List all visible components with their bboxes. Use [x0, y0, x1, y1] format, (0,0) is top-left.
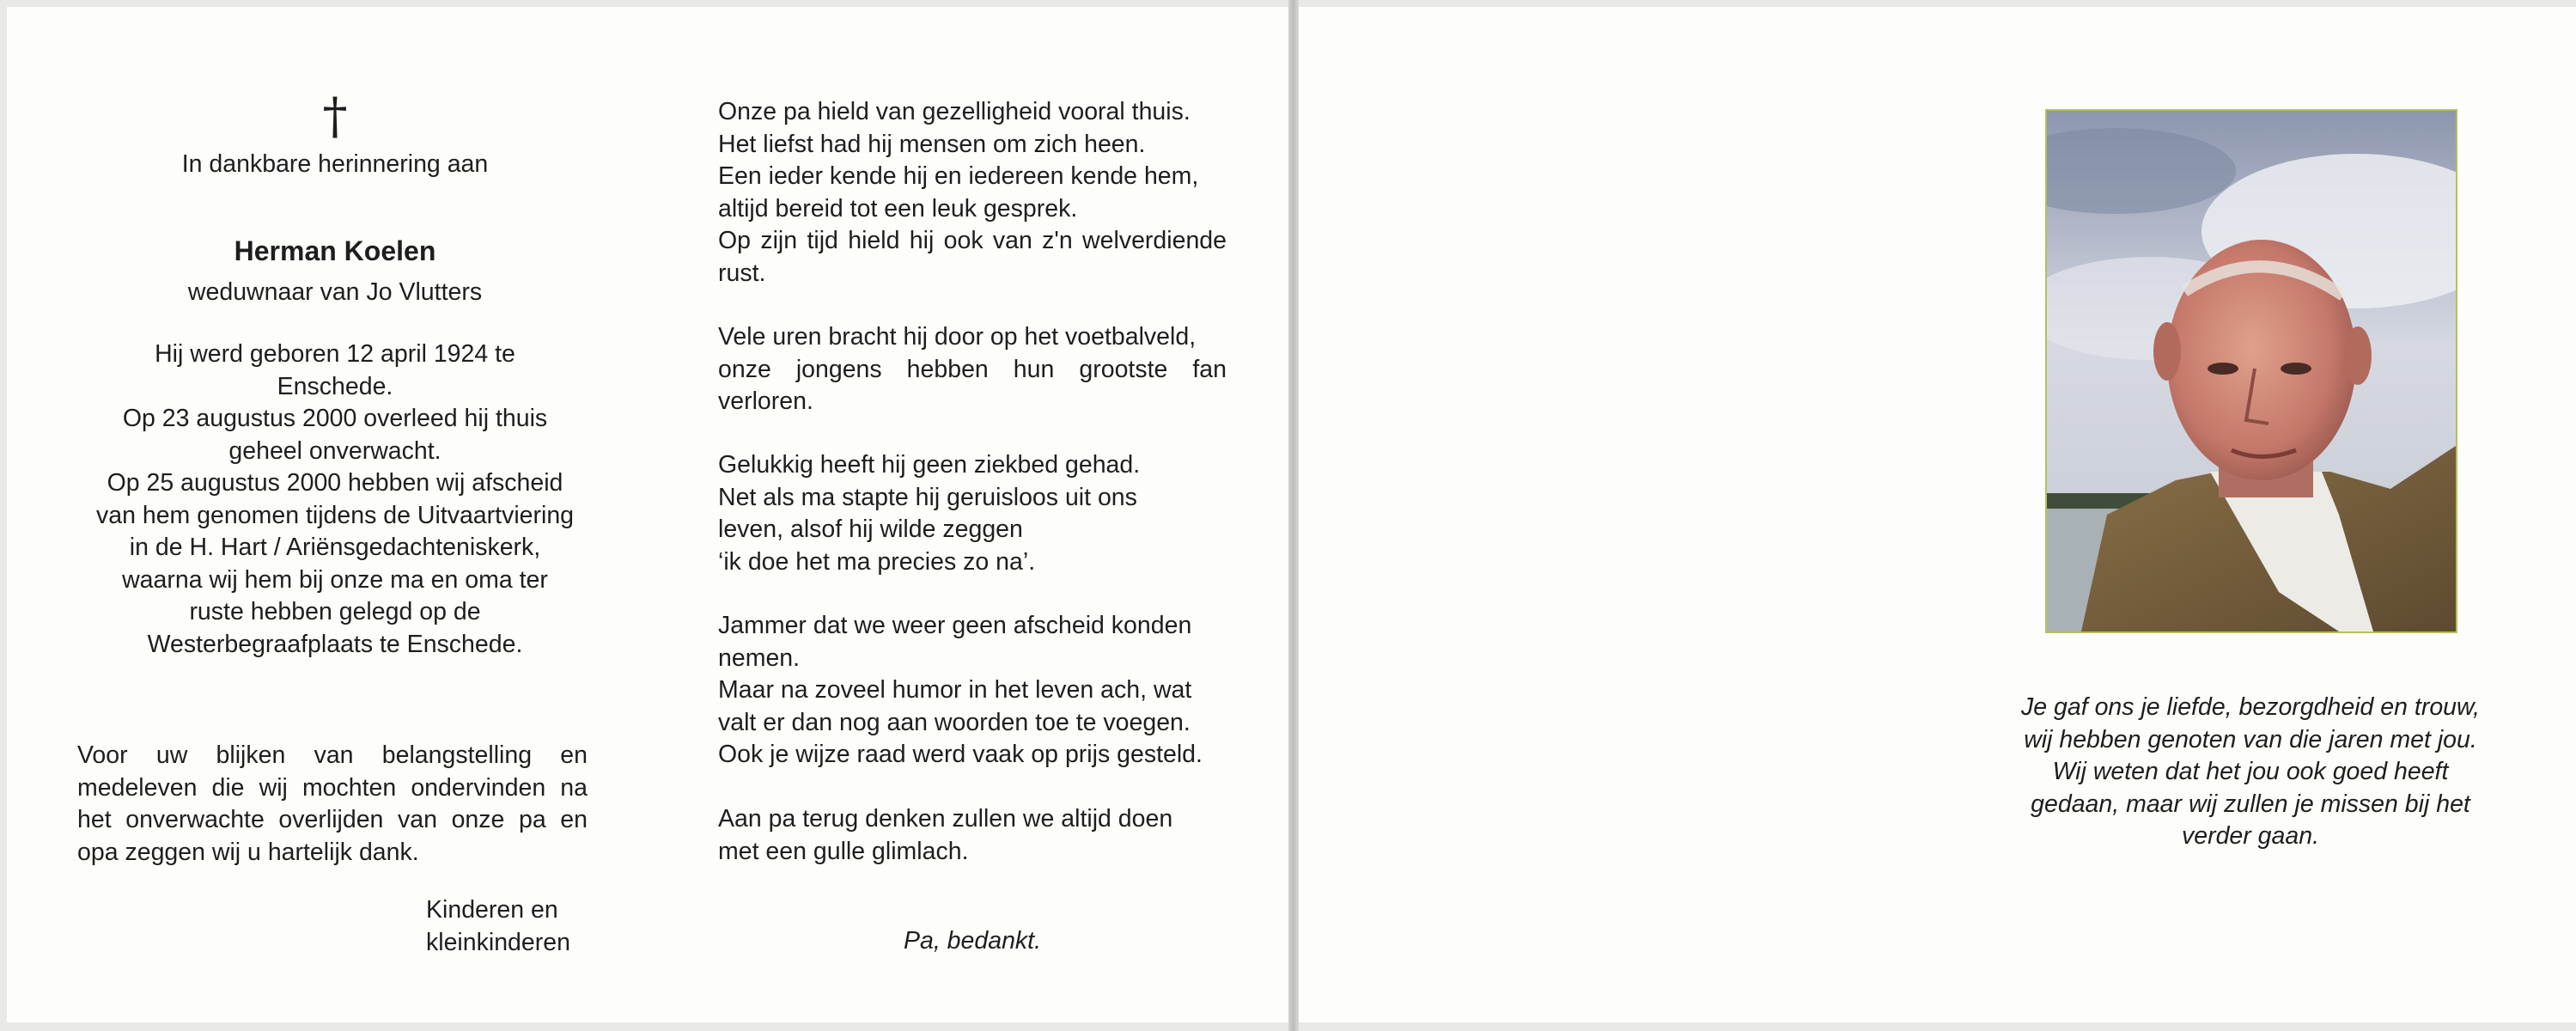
closing-text: Pa, bedankt. [903, 927, 1042, 955]
spouse-text: weduwnaar van Jo Vlutters [187, 278, 483, 306]
biography-text: Hij werd geboren 12 april 1924 te Enschede. Op 23 augustus 2000 overleed hij thuis geheel onverwacht. Op 25 augustus 2000 hebben wij afscheid van hem genomen tijdens de Uitvaartviering in de H. Hart / Ariënsgedachteniskerk, waarna wij hem bij onze ma en oma ter ruste hebben gelegd op de Westerbegraafplaats te Enschede. [95, 340, 575, 658]
verse-text: Je gaf ons je liefde, bezorgdheid en trouw, wij hebben genoten van die jaren met jou. Wij weten dat het jou ook goed heeft gedaan, maar wij zullen je missen bij het verder gaan. [2021, 693, 2480, 850]
signature-text: Kinderen en kleinkinderen [426, 896, 570, 956]
thanks-text: Voor uw blijken van belangstelling en medeleven die wij mochten ondervinden na het onverwachte overlijden van onze pa en opa zeggen wij u hartelijk dank. [77, 741, 588, 866]
poem-paragraph: Aan pa terug denken zullen we altijd doen met een gulle glimlach. [718, 805, 1173, 865]
portrait-photo [2045, 109, 2457, 633]
poem-paragraph: Vele uren bracht hij door op het voetbalveld, onze jongens hebben hun grootste fan verloren. [718, 323, 1227, 415]
poem-paragraph: Gelukkig heeft hij geen ziekbed gehad. Net als ma stapte hij geruisloos uit ons leven, alsof hij wilde zeggen ‘ik doe het ma precies zo na’. [718, 451, 1141, 576]
card-fold [1288, 0, 1299, 1031]
intro-text: In dankbare herinnering aan [181, 150, 489, 178]
deceased-name: Herman Koelen [234, 235, 436, 266]
poem-paragraph: Onze pa hield van gezelligheid vooral thuis. Het liefst had hij mensen om zich heen. Een ieder kende hij en iedereen kende hem, altijd bereid tot een leuk gesprek. Op zijn tijd hield hij ook van z'n welverdiende rust. [718, 98, 1227, 287]
poem-paragraph: Jammer dat we weer geen afscheid konden nemen. Maar na zoveel humor in het leven ach, wat valt er dan nog aan woorden toe te voegen. Ook je wijze raad werd vaak op prijs gesteld. [718, 612, 1203, 768]
cross-icon: † [322, 87, 348, 145]
